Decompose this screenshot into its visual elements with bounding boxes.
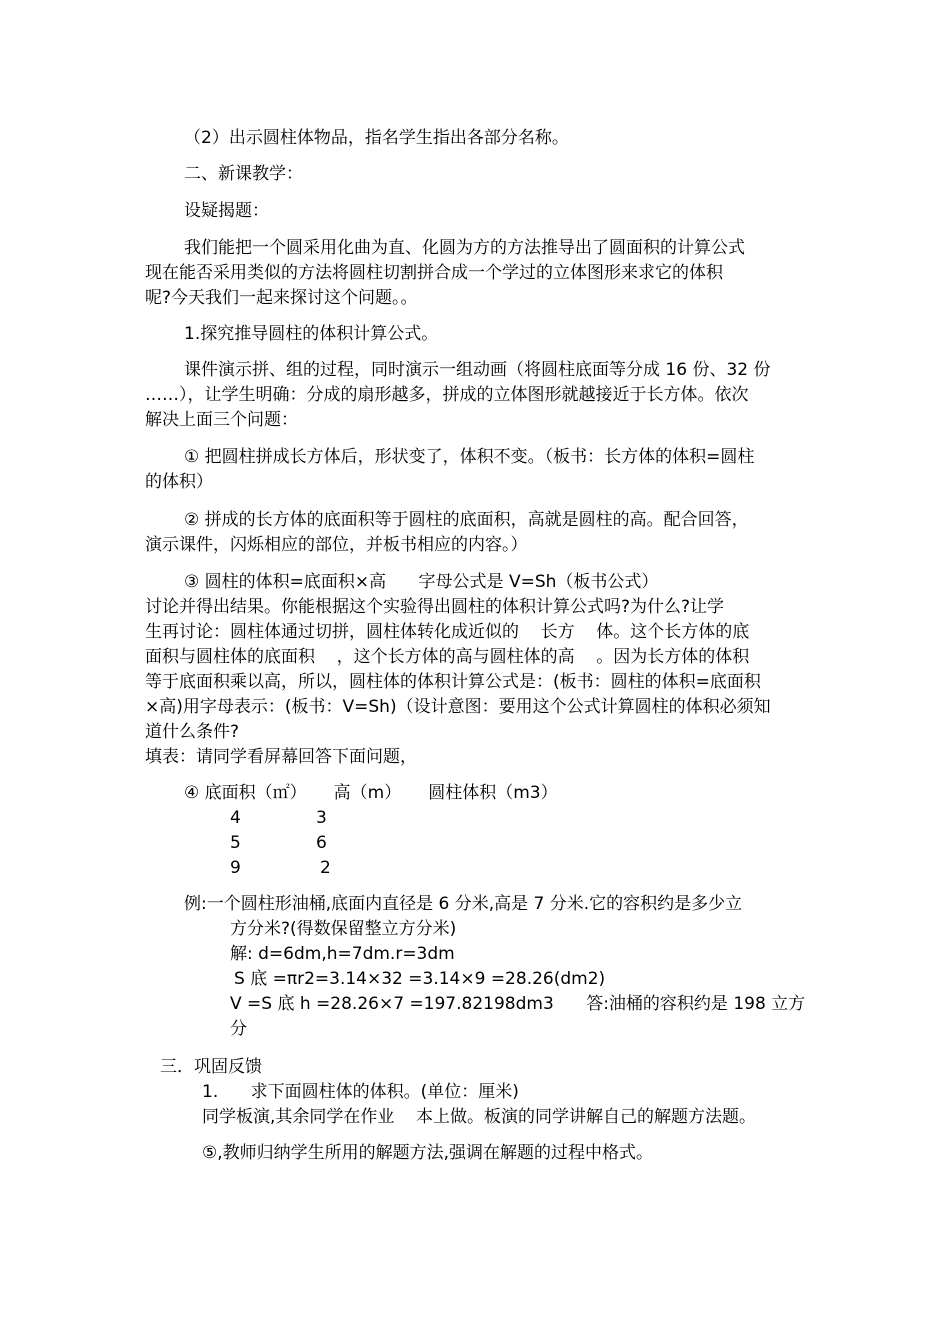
text-line: 面积与圆柱体的底面积 ，这个长方体的高与圆柱体的高 。因为长方体的体积 <box>145 647 750 667</box>
text-line: 1. 求下面圆柱体的体积。(单位：厘米) <box>202 1082 519 1102</box>
text-line: 等于底面积乘以高，所以，圆柱体的体积计算公式是：(板书：圆柱的体积=底面积 <box>145 672 761 692</box>
table-cell: 5 <box>230 833 241 853</box>
text-line: ……），让学生明确：分成的扇形越多，拼成的立体图形就越接近于长方体。依次 <box>145 385 749 405</box>
section-heading: 三．巩固反馈 <box>160 1057 262 1077</box>
text-line: 我们能把一个圆采用化曲为直、化圆为方的方法推导出了圆面积的计算公式 <box>184 238 745 258</box>
table-cell: 9 <box>230 858 241 878</box>
text-line: 演示课件，闪烁相应的部位，并板书相应的内容。） <box>145 535 528 555</box>
text-line: 解决上面三个问题： <box>145 410 298 430</box>
text-line: 同学板演,其余同学在作业 本上做。板演的同学讲解自己的解题方法题。 <box>202 1107 757 1127</box>
text-line: ③ 圆柱的体积=底面积×高 字母公式是 V=Sh（板书公式） <box>184 572 659 592</box>
text-line: 的体积） <box>145 472 213 492</box>
text-line: 解: d=6dm,h=7dm.r=3dm <box>230 944 455 964</box>
table-cell: 6 <box>316 833 327 853</box>
text-line: 生再讨论：圆柱体通过切拼，圆柱体转化成近似的 长方 体。这个长方体的底 <box>145 622 750 642</box>
text-line: 道什么条件? <box>145 722 240 742</box>
text-line: S 底 =πr2=3.14×32 =3.14×9 =28.26(dm2) <box>234 969 606 989</box>
text-line: 课件演示拼、组的过程，同时演示一组动画（将圆柱底面等分成 16 份、32 份 <box>184 360 771 380</box>
text-line: 现在能否采用类似的方法将圆柱切割拼合成一个学过的立体图形来求它的体积 <box>145 263 723 283</box>
text-line: ⑤,教师归纳学生所用的解题方法,强调在解题的过程中格式。 <box>202 1143 654 1163</box>
section-heading: 二、新课教学： <box>184 164 303 184</box>
text-line: 填表：请同学看屏幕回答下面问题， <box>145 747 417 767</box>
text-line: 方分米?(得数保留整立方分米) <box>230 919 457 939</box>
table-cell: 2 <box>320 858 331 878</box>
text-line: 分 <box>230 1019 247 1039</box>
text-line: ② 拼成的长方体的底面积等于圆柱的底面积，高就是圆柱的高。配合回答， <box>184 510 749 530</box>
table-cell: 3 <box>316 808 327 828</box>
text-line: 讨论并得出结果。你能根据这个实验得出圆柱的体积计算公式吗?为什么?让学 <box>145 597 725 617</box>
text-line: ×高)用字母表示：(板书：V=Sh)（设计意图：要用这个公式计算圆柱的体积必须知 <box>145 697 771 717</box>
text-line: V =S 底 h =28.26×7 =197.82198dm3 答:油桶的容积约是 198 立方 <box>230 994 806 1014</box>
table-cell: 4 <box>230 808 241 828</box>
text-line: 1.探究推导圆柱的体积计算公式。 <box>184 324 439 344</box>
text-line: 呢?今天我们一起来探讨这个问题。。 <box>145 288 418 308</box>
text-line: ① 把圆柱拼成长方体后，形状变了，体积不变。（板书：长方体的体积=圆柱 <box>184 447 755 467</box>
table-header: ④ 底面积（㎡） 高（m） 圆柱体积（m3） <box>184 783 558 803</box>
text-line: 设疑揭题： <box>184 201 269 221</box>
text-line: 例:一个圆柱形油桶,底面内直径是 6 分米,高是 7 分米.它的容积约是多少立 <box>184 894 743 914</box>
text-line: （2）出示圆柱体物品，指名学生指出各部分名称。 <box>184 128 569 148</box>
